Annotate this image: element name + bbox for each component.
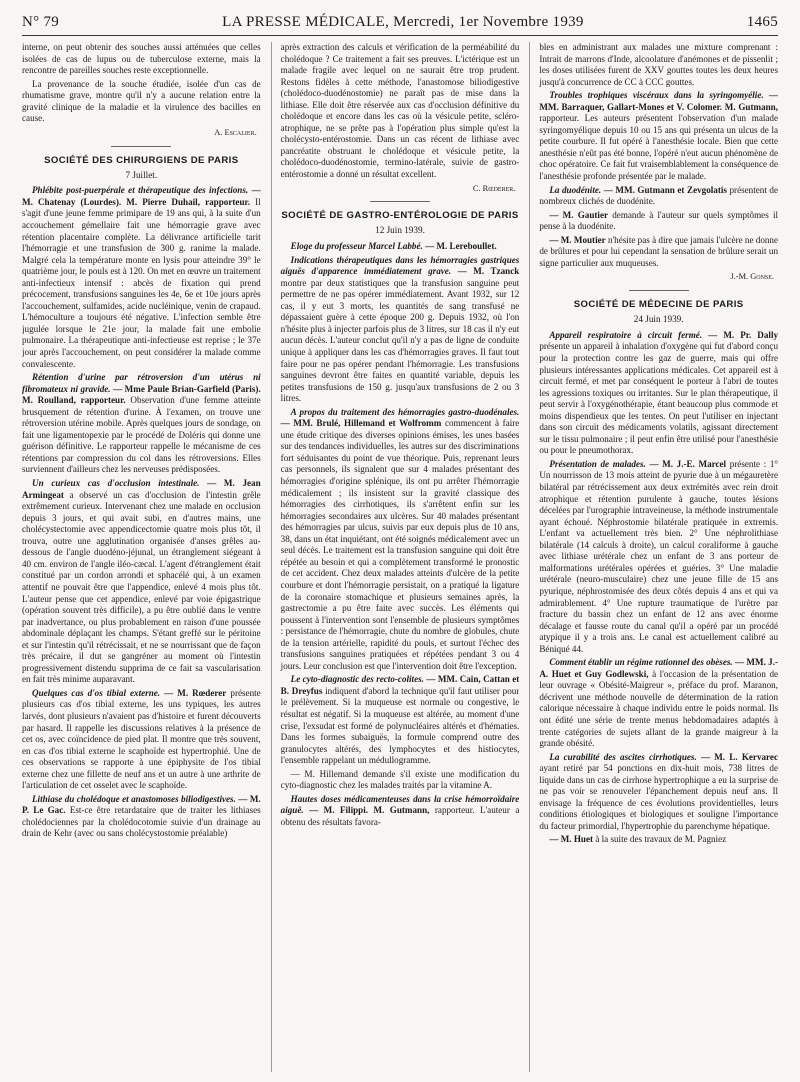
- page-header: [22, 14, 778, 36]
- article-authors: — M. P. Le Gac.: [22, 793, 261, 816]
- issue-number: N° 79: [22, 14, 60, 30]
- article-text: n'hésite pas à dire que jamais l'ulcère ne donne de brûlures et pour lui cependant la sensation de brûlure serait un signe particulier aux muqueuses.: [539, 234, 779, 268]
- signature: A. Escalier.: [214, 127, 257, 137]
- article-authors: — M. Rœderer: [164, 687, 227, 698]
- article-authors: — MM. Brulé, Hillemand et Wolfromm: [280, 418, 442, 429]
- article-text: présentent de nombreux clichés de duodénite.: [539, 184, 779, 207]
- article-title: Appareil respiratoire à circuit fermé.: [549, 329, 703, 340]
- article-text: demande à l'auteur sur quels symptômes il pense à la duodénite.: [539, 209, 779, 232]
- page-number: 1465: [746, 14, 778, 30]
- article-authors: — M. L. Kervarec: [700, 751, 779, 762]
- article-entry: [281, 407, 520, 673]
- article-title: Le cyto-diagnostic des recto-colites.: [290, 674, 424, 685]
- article-title: Indications thérapeutiques dans les hémorragies gastriques aiguës d'apparence immédiatement grave.: [280, 254, 520, 277]
- article-entry: [281, 794, 520, 829]
- article-title: Rétention d'urine par rétroversion d'un utérus ni fibromateux ni gravide.: [22, 372, 261, 394]
- divider: [370, 201, 430, 202]
- article-authors: — M. Jean Armingeat: [22, 478, 261, 500]
- session-date: 7 Juillet.: [125, 169, 158, 180]
- society-heading: SOCIÉTÉ DE GASTRO-ENTÉROLOGIE DE PARIS: [281, 210, 519, 222]
- article-title: A propos du traitement des hémorragies gastro-duodénales.: [290, 406, 520, 417]
- article-title: La curabilité des ascites cirrhotiques.: [549, 751, 697, 762]
- article-title: Hautes doses médicamenteuses dans la crise hémorroïdaire aiguë.: [280, 793, 520, 816]
- article-text: indiquent d'abord la technique qu'il faut utiliser pour le prélèvement. Si la muqueuse est normale ou congestive, le résultat est négatif. Si la muqueuse est altérée, au moment d'une crise, l'exsudat est formé de polynucléaires altérés et d'hématies. Dans les formes subaiguës, la formule comprend outre des granulocytes altérés, des lymphocytes et des histiocytes, l'ensemble rappelant un médullogramme.: [280, 685, 520, 766]
- article-authors: — M. Moutier: [549, 234, 606, 245]
- column-1: [22, 42, 261, 1072]
- article-text: présente un appareil à inhalation d'oxygène qui fut d'abord conçu pour la protection contre les gaz de guerre, mais qui offre plusieurs intéressantes applications médicales. Cet appareil est à circuit fermé, et met par conséquent le porteur à l'abri de toutes les agressions toxiques ou irritantes. Sur le plan thérapeutique, il peut servir à l'oxygénothérapie, étant beaucoup plus commode et moins dispendieux que les tentes. On peut l'utiliser en injectant dans son circuit des médicaments volatils, agissant directement sur le tissu pulmonaire ; il peut enfin être utilisé pour l'anesthésie ou pour le pneumothorax.: [539, 341, 779, 456]
- article-authors: — M. Huet: [549, 834, 594, 845]
- article-text: rapporteur. L'auteur a obtenu des résultats favora-: [280, 805, 520, 827]
- article-entry: [281, 255, 520, 405]
- article-entry: [539, 834, 778, 846]
- article-title: La duodénite.: [549, 184, 602, 195]
- masthead-title: LA PRESSE MÉDICALE, Mercredi, 1er Novembre 1939: [222, 14, 584, 30]
- column-3: [529, 42, 778, 1072]
- article-authors: — M. Lereboullet.: [425, 241, 497, 252]
- article-title: Un curieux cas d'occlusion intestinale.: [32, 478, 200, 489]
- article-entry: [22, 688, 261, 792]
- article-entry: [539, 459, 778, 655]
- article-entry: [539, 330, 778, 457]
- article-authors: — MM. Gutmann et Zevgolatis: [603, 184, 727, 195]
- article-authors: — M. Pr. Dally: [708, 329, 779, 340]
- article-entry: [22, 794, 261, 840]
- article-text: montre par deux statistiques que la transfusion sanguine peut permettre de ne pas opérer immédiatement. Avant 1932, sur 12 cas, il y eut 3 morts, les quantités de sang transfusé ne dépassaient guère à cette époque 200 g. Depuis 1932, où l'on n'hésite plus à injecter parfois plus de 3 litres, sur 18 cas il n'y eut aucun décès. L'auteur conclut qu'il n'y a pas de ligne de conduite unique à appliquer dans les cas d'hémorragies graves. Il faut tout faire pour ne pas opérer pendant l'hémorragie. Les transfusions sanguines devront être faites en quantité variable, depuis les petites transfusions de 150 g. jusqu'aux transfusions de 2 ou 3 litres.: [280, 277, 520, 404]
- divider: [629, 290, 689, 291]
- paragraph: — M. Hillemand demande s'il existe une modification du cyto-diagnostic chez les malades traités par la vitamine A.: [280, 768, 520, 791]
- columns: [22, 42, 778, 1072]
- article-authors: — M. Tzanck: [457, 266, 520, 277]
- session-date: 24 Juin 1939.: [633, 314, 684, 325]
- article-authors: — MM. Barraquer, Gallart-Mones et V. Colomer. M. Gutmann,: [539, 90, 779, 112]
- session-date: 12 Juin 1939.: [375, 225, 425, 236]
- article-authors: — M. Filippi. M. Gutmann,: [309, 805, 430, 816]
- article-authors: — MM. J.-A. Huet et Guy Godlewski,: [539, 657, 778, 679]
- article-text: Il s'agit d'une jeune femme primipare de 19 ans qui, à la suite d'un accouchement gémellaire fait une hémorragie grave avec rétention placentaire complète. La délivrance artificielle tarit l'hémorragie et une transfusion de 300 g. ranime la malade. Malgré cela la température monte en lysis pour atteindre 39° le quatrième jour, le pouls est à 120. On met en œuvre un traitement anti-infectieux intensif : abcès de fixation qui prend précocement, transfusions sanguines les 4e, 6e et 10e jours après l'accouchement, sulfamides, acide nucléinique, venin de crapaud. L'hémoculture a toujours été négative. L'infection semble être jugulée lorsque le 21e jour, la malade fait une embolie pulmonaire. La thérapeutique anti-infectieuse est reprise ; le 37e jour après l'accouchement, on peut considérer la malade comme convalescente.: [22, 196, 261, 369]
- society-heading: SOCIÉTÉ DES CHIRURGIENS DE PARIS: [44, 154, 239, 166]
- article-entry: [22, 185, 261, 370]
- article-authors: — MM. Cain, Cattan et B. Dreyfus: [280, 674, 520, 696]
- article-text: commencent à faire une étude critique des diverses opinions émises, les unes basées sur des tendances individuelles, les autres sur des discriminations fort séduisantes du point de vue théorique. Puis, reprenant leurs cas personnels, ils signalent que sur 4 malades présentant des hémorragies d'origine splénique, ils ont pu arrêter l'hémorragie médicalement ; ils insistent sur la gravité classique des hémorragies des cirrhotiques, ils s'arrêtent enfin sur les hémorragies secondaires aux ulcères. Sur 40 malades présentant des hémorragies par ulcus, suivis par eux depuis plus de 10 ans, 38, dans un état inquiétant, ont été soignés médicalement avec un seul décès. Le traitement est la transfusion sanguine qui doit être répétée au besoin et qui a complètement transformé le pronostic de cet accident. Chez deux malades atteints d'ulcère de la petite courbure et dont l'hémorragie persistait, on a pratiqué la ligature de la coronaire stomachique et plusieurs semaines après, la gastrectomie a pu être faite avec succès. Les éléments qui poussent à l'intervention sont l'ensemble de plusieurs symptômes : persistance de l'hémorragie, chute du nombre de globules, chute de la tension artérielle, rapidité du pouls, et surtout l'échec des transfusions sanguines pratiquées et répétées pendant 3 ou 4 jours. Leur conclusion est que l'intervention doit être l'exception.: [280, 418, 520, 671]
- article-title: Eloge du professeur Marcel Labbé.: [290, 241, 423, 252]
- column-2: [271, 42, 520, 1072]
- article-text: présente plusieurs cas d'os tibial externe, les uns typiques, les autres larvés, dont plusieurs n'avaient pas d'histoire et furent découverts par hasard. Il rappelle les discussions relatives à la présence de cet os, avec coïncidence de pied plat. Il montre que très souvent, en cas d'os tibial externe le scaphoïde est hypertrophié. Une de ces observations se rapporte à une épiphysite de l'os tibial externe chez une fillette de neuf ans et un autre à une arthrite de l'articulation de cet osselet avec le scaphoïde.: [22, 687, 261, 791]
- article-authors: — Mme Paule Brian-Garfield (Paris). M. Roulland, rapporteur.: [22, 383, 261, 406]
- article-entry: [539, 90, 778, 182]
- society-heading: SOCIÉTÉ DE MÉDECINE DE PARIS: [573, 299, 744, 311]
- article-entry: [281, 241, 520, 253]
- signature: C. Rœderer.: [472, 183, 516, 193]
- article-entry: [539, 657, 778, 749]
- paragraph: La provenance de la souche étudiée, isolée d'un cas de rhumatisme grave, montre qu'il n'y a aucune relation entre la gravité clinique de la maladie et la virulence des bacilles en cause.: [22, 78, 261, 124]
- article-text: à l'occasion de la présentation de leur ouvrage « Obésité-Maigreur », préface du prof. Maranon, décrivent une méthode nouvelle de détermination de la ration calorique nécessaire à chaque individu entre le poids normal. Ils ont édité une série de trente menus hebdomadaires adaptés à trente catégories de sujets allant de la grande maigreur à la grande obésité.: [539, 668, 779, 749]
- paragraph: bles en administrant aux malades une mixture comprenant : Intrait de marrons d'Inde, alcoolature d'anémones et de pissenlit ; les doses utilisées furent de XXV gouttes toutes les deux heures jusqu'à concurrence de CC à CCC gouttes.: [539, 42, 779, 87]
- article-title: Phlébite post-puerpérale et thérapeutique des infections.: [32, 185, 249, 196]
- article-title: Présentation de malades.: [549, 458, 646, 469]
- article-text: présente : 1° Un nourrisson de 13 mois atteint de pyurie due à un mégauretère bilatéral par rétrécissement aux deux extrémités avec rein droit atrophique et rétention purulente à gauche, toutes lésions décelées par l'urographie intraveineuse, la méthode instrumentale ayant échoué. Néphrostomie bilatérale pratiquée in extremis. L'enfant va actuellement très bien. 2° Une néphrolithiase bilatérale (14 calculs à droite), un calcul coraliforme à gauche avec lithiase urétérale chez un enfant de 3 ans porteur de malformations urétérales opérées et guéries. 3° Une maladie urétérale (neuro-musculaire) chez une jeune fille de 15 ans pyurique, néphrostomisée des deux côtés depuis 4 ans et qui va admirablement. 4° Une rupture traumatique de l'urètre par fracture du bassin chez un enfant de 12 ans avec énorme décalage et fausse route du canal qu'il a opéré par un procédé atypique il y a trois ans. Le canal est actuellement calibré au Béniqué 44.: [539, 458, 779, 654]
- article-authors: — M. J.-E. Marcel: [649, 458, 727, 469]
- article-text: à la suite des travaux de M. Pagniez: [595, 834, 727, 845]
- article-entry: [539, 210, 778, 233]
- article-title: Quelques cas d'os tibial externe.: [32, 687, 161, 698]
- divider: [111, 146, 171, 147]
- article-text: a observé un cas d'occlusion de l'intestin grêle extrêmement curieux. Intervenant chez une malade en occlusion depuis 3 jours, et qui avait subi, en d'autres mains, une cholécystectomie avec appendicectomie quatre mois plus tôt, il trouva, outre une agglutination organisée d'anses grêles au-dessous de l'angle duodéno-jéjunal, un étranglement siégeant à 40 cm. environ de l'angle iléo-cæcal. L'agent d'étranglement était constitué par un cordon arrondi et sphacélé qui, à un examen attentif ne pouvait être que l'appendice, enlevé 4 mois plus tôt. L'auteur pense que cet appendice, enlevé par voie épigastrique (opération souvent très difficile), a pu être oublié dans le ventre par inadvertance, ou plus probablement en raison d'une poussée abdominale déplaçant les champs. S'étant greffé sur le péritoine et sur l'intestin qu'il rétrécissait, et ne se nourrissant que de façon très précaire, il dut se gangréner au moment où l'intestin progressivement distendu supprima de ce fait sa vascularisation en fait très minime auparavant.: [22, 489, 261, 685]
- article-text: ayant retiré par 54 ponctions en dix-huit mois, 738 litres de liquide dans un cas de cirrhose hypertrophique a eu la surprise de ne pas voir se renouveler l'épanchement depuis neuf ans. Il envisage la fréquence de ces évolutions providentielles, leurs conditions étiologiques et biologiques et souligne l'importance du facteur primordial, l'hypertrophie du parenchyme hépatique.: [539, 763, 779, 831]
- article-entry: [281, 674, 520, 766]
- article-authors: — M. Gautier: [549, 209, 609, 220]
- article-text: Est-ce être retardataire que de traiter les lithiases cholédociennes par la cholédocotomie suivie d'un drainage au drain de Kehr (avec ou sans cholécystostomie préalable): [22, 805, 261, 839]
- paragraph: interne, on peut obtenir des souches aussi atténuées que celles isolées de cas de lupus ou de tuberculose externe, mais la rencontre de pareilles souches reste exceptionnelle.: [22, 42, 261, 76]
- signature: J.-M. Gonse.: [730, 272, 775, 282]
- article-title: Troubles trophiques viscéraux dans la syringomyélie.: [549, 90, 764, 101]
- article-entry: [539, 752, 778, 833]
- article-authors: — M. Chatenay (Lourdes). M. Pierre Duhail, rapporteur.: [22, 185, 261, 207]
- article-title: Lithiase du cholédoque et anastomoses biliodigestives.: [32, 793, 236, 804]
- paragraph: après extraction des calculs et vérification de la perméabilité du cholédoque ? Ce traitement a fait ses preuves. L'ictérique est un malade fragile avec lequel on ne saurait être trop prudent. Restons fidèles à cette méthode, l'anastomose biliodigestive (cholédoco-duodénostomie) ne paraît pas de mise dans la lithiase. Elle doit être réservée aux cas d'occlusion définitive du cholédoque et encore dans les cas où la vésicule petite, scléro-atrophique, ne se prête pas à l'opération plus simple qu'est la cholécysto-entérostomie. Dans un cas récent de lithiase avec pancréatite obstruant le cholédoque et vésicule petite, la cholédoco-duodénostomie, termino-latérale, suivie de gastro-entérostomie a donné un résultat excellent.: [280, 42, 520, 180]
- article-entry: [539, 185, 778, 208]
- article-entry: [22, 478, 261, 686]
- article-text: rapporteur. Les auteurs présentent l'observation d'un malade syringomyélique depuis 10 ou 15 ans qui présenta un ulcus de la petite courbure. Il fut opéré à l'anesthésie locale. Bien que cette anesthésie n'eût pas été bonne, l'opéré n'eut aucun phénomène de choc opératoire. Ce fait fut vraisemblablement la conséquence de l'anesthésie profonde présentée par le malade.: [539, 113, 779, 182]
- article-entry: [22, 372, 261, 476]
- article-entry: [539, 235, 778, 270]
- article-text: Observation d'une femme atteinte brusquement de rétention d'urine. À l'examen, on trouve une rétroversion utérine mobile. Après quelques jours de sondage, on fait une ligamentopexie par le procédé de Doléris qui donne une guérison définitive. Le rapporteur rappelle le mécanisme de ces rétentions par compression du col dans les rétroversions. Elles surviennent d'ailleurs chez les nerveuses prédisposées.: [22, 395, 261, 475]
- article-title: Comment établir un régime rationnel des obèses.: [549, 657, 733, 668]
